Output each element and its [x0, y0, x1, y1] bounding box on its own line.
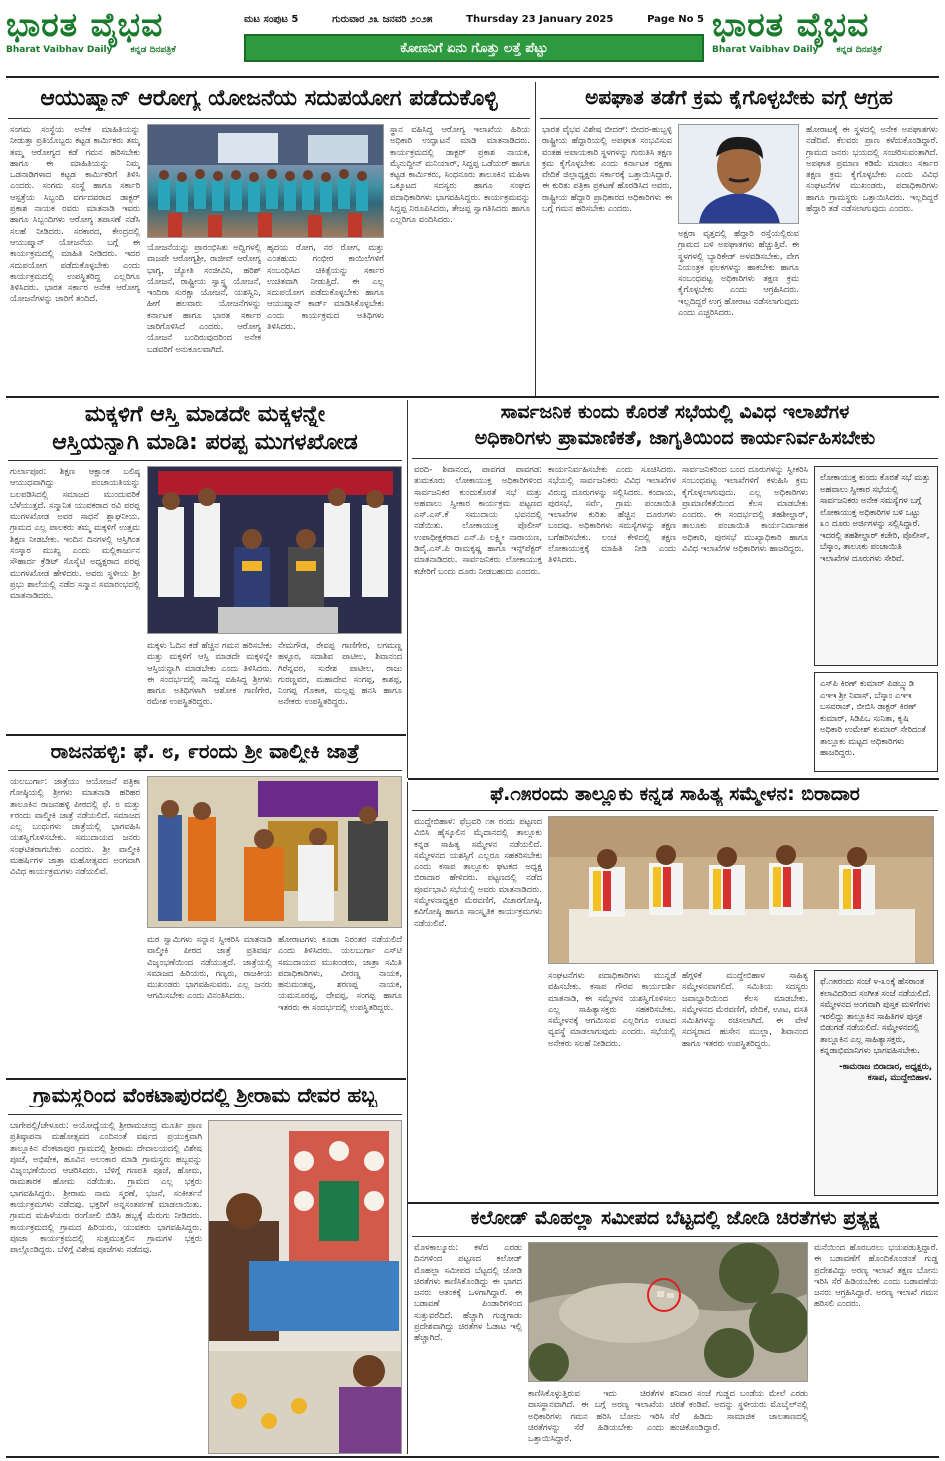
tagline: ಕೋಣನಿಗೆ ಏನು ಗೊತ್ತು ಲತ್ತೆ ಪೆಟ್ಟು — [400, 40, 548, 56]
page-number: Page No 5 — [647, 13, 704, 25]
article-column: ಹೃದಯ ರೋಗ, ನರ ರೋಗ, ಮತ್ತು ಎಂತಹುದು ಗಂಭೀರ ಕಾಯಿಲೆಗಳಿಗೆ ಸಂಬಂಧಿಸಿದ ಚಿಕಿತ್ಸೆಯನ್ನು ಸರ್ಕಾರ ಉಚಿತವಾಗಿ ನೀಡುತ್ತಿದೆ. ಈ ಎಲ್ಲ ಸದುಪಯೋಗ ಪಡೆದುಕೊಳ್ಳಬೇಕು ಹಾಗೂ ಆಯುಷ್ಮಾನ್ ಕಾರ್ಡ್ ಮಾಡಿಸಿಕೊಳ್ಳಬೇಕು ಎಂದು ಕಾರ್ಯಕ್ರಮದ ಅತಿಥಿಗಳು ತಿಳಿಸಿದರು. — [267, 242, 384, 332]
article-headline: ಅಧಿಕಾರಿಗಳು ಪ್ರಾಮಾಣಿಕತೆ, ಜಾಗೃತಿಯಿಂದ ಕಾರ್ಯನಿರ್ವಹಿಸಬೇಕು — [474, 428, 876, 449]
info-box — [814, 672, 938, 772]
masthead-left — [6, 6, 238, 70]
article-photo — [208, 1120, 402, 1454]
masthead-subtitle-kn: ಕನ್ನಡ ದಿನಪತ್ರಿಕೆ — [836, 45, 882, 55]
article-photo — [528, 1242, 808, 1382]
article-headline: ಕಲೋಡ್ ಮೊಹಲ್ಲಾ ಸಮೀಪದ ಬೆಟ್ಟದಲ್ಲಿ ಜೋಡಿ ಚಿರತೆಗಳು ಪ್ರತ್ಯಕ್ಷ — [470, 1208, 880, 1229]
info-box-text: ಎಸ್‌ಪಿ ಕಿರಣ್ ಕುಮಾರ್ ಪಿಡಬ್ಲ್ಯುಡಿ ಎಇಇ ಶ್ರೀ ನಿವಾಸ್, ಬೆಸ್ಕಾಂ ಎಇಇ ಬಸವರಾಜ್, ಬೀಬಿಸಿ ಡಾಕ್ಟರ್ ಕಿರಣ್ ಕುಮಾರ್, ಸಿಡಿಪಿಒ ಸುನಿತಾ, ಕೃಷಿ ಅಧಿಕಾರಿ ಉಮೇಶ್ ಕುಮಾರ್ ಸೇರಿದಂತೆ ತಾಲ್ಲೂಕು ಮಟ್ಟದ ಅಧಿಕಾರಿಗಳು ಹಾಜರಿದ್ದರು. — [820, 678, 926, 757]
article-column: ಸ್ಥಾನ ವಹಿಸಿದ್ದ ಆರೋಗ್ಯ ಇಲಾಖೆಯ ಹಿರಿಯ ಅಧಿಕಾರಿ ಉದ್ಘಾಟನೆ ಮಾಡಿ ಮಾತನಾಡಿದರು. ಕಾರ್ಯಕ್ರಮದಲ್ಲಿ ಡಾಕ್ಟರ್ ಪ್ರಕಾಶ ನಾಯಕ, ಮೈನುದ್ದೀನ್ ಮನಿಯಾರ್, ಸಿದ್ದಪ್ಪ ಒಡೆಯರ್ ಹಾಗೂ ಕಟ್ಟಡ ಕಾರ್ಮಿಕರು, ಸಿಂಧನೂರು ತಾಲೂಕಿನ ಮಹಿಳಾ ಒಕ್ಕೂಟದ ಸದಸ್ಯರು ಹಾಗೂ ಸಂಘದ ಪದಾಧಿಕಾರಿಗಳು ಭಾಗವಹಿಸಿದ್ದರು. ಕಾರ್ಯಕ್ರಮವನ್ನು ಸಿದ್ದಪ್ಪ ನಿರೂಪಿಸಿದರು, ತೇಜಪ್ಪ ಸ್ವಾಗತಿಸಿದರು ಹಾಗೂ ಎಲ್ಲರಿಗೂ ವಂದಿಸಿದರು. — [390, 124, 530, 225]
article-column: ಯಲಬುರ್ಗಾ: ಜಾತ್ರೆಯು ಆಯೋಜನೆ ಪತ್ರಿಕಾ ಗೋಷ್ಠಿಯಲ್ಲಿ ಶ್ರೀಗಳು ಮಾತನಾಡಿ ಹರಿಹರ ತಾಲೂಕಿನ ರಾಜನಹಳ್ಳಿ ಪೀಠದಲ್ಲಿ ಫೆ. ೮ ಮತ್ತು ೯ರಂದು ವಾಲ್ಮೀಕಿ ಜಾತ್ರೆ ನಡೆಯಲಿದೆ. ಸಮಾಜದ ಎಲ್ಲ ಬಂಧುಗಳು ಜಾತ್ರೆಯಲ್ಲಿ ಭಾಗವಹಿಸಿ ಯಶಸ್ವಿಗೊಳಿಸಬೇಕು. ಸಮುದಾಯದ ಜನರು ಸಂಘಟಿತರಾಗಬೇಕು ಎಂದರು. ಶ್ರೀ ವಾಲ್ಮೀಕಿ ಮಹರ್ಷಿಗಳ ಜಾತ್ರಾ ಮಹೋತ್ಸವದ ಅಂಗವಾಗಿ ವಿವಿಧ ಕಾರ್ಯಕ್ರಮಗಳು ನಡೆಯಲಿವೆ. — [10, 776, 140, 877]
article-headline: ಗ್ರಾಮಸ್ಥರಿಂದ ವೆಂಕಟಾಪುರದಲ್ಲಿ ಶ್ರೀರಾಮ ದೇವರ ಹಬ್ಬ — [32, 1084, 377, 1107]
issue-number: ಮಟ ಸಂಪುಟ 5 — [244, 13, 299, 25]
article-column: ಕಾರ್ಯನಿರ್ವಹಿಸಬೇಕು ಎಂದು ಸೂಚಿಸಿದರು. ಸಭೆಯಲ್ಲಿ ಸಾರ್ವಜನಿಕರು ವಿವಿಧ ಇಲಾಖೆಗಳ ವಿರುದ್ಧ ದೂರುಗಳನ್ನು ಸಲ್ಲಿಸಿದರು. ಕಂದಾಯ, ಪುರಸಭೆ, ಸರ್ವೆ, ಗ್ರಾಮ ಪಂಚಾಯಿತಿ ಇಲಾಖೆಗಳ ಕುರಿತು ಹೆಚ್ಚಿನ ದೂರುಗಳು ಬಂದವು. ಅಧಿಕಾರಿಗಳು ಸಮಸ್ಯೆಗಳನ್ನು ತಕ್ಷಣ ಬಗೆಹರಿಸಬೇಕು. ಲಂಚ ಕೇಳಿದಲ್ಲಿ ತಕ್ಷಣ ಲೋಕಾಯುಕ್ತಕ್ಕೆ ಮಾಹಿತಿ ನೀಡಿ ಎಂದು ತಿಳಿಸಿದರು. — [548, 464, 676, 565]
article-headline: ಸಾರ್ವಜನಿಕ ಕುಂದು ಕೊರತೆ ಸಭೆಯಲ್ಲಿ ವಿವಿಧ ಇಲಾಖೆಗಳ — [500, 402, 850, 423]
article-column: ಸಂಗಮ ಸಂಸ್ಥೆಯ ಅನೇಕ ಮಾಹಿತಿಯನ್ನು ನೀಡುತ್ತಾ ಪ್ರತಿಯೊಬ್ಬರು ಕಟ್ಟಡ ಕಾರ್ಮಿಕರು ತಮ್ಮ ತಮ್ಮ ಆರೋಗ್ಯದ ಕಡೆ ಗಮನ ಹರಿಸಬೇಕು ಹಾಗೂ ಈ ಮಾಹಿತಿಯನ್ನು ನಿಮ್ಮ ಒಡನಾಡಿಗಳಾದ ಕಟ್ಟಡ ಕಾರ್ಮಿಕರಿಗೆ ತಿಳಿಸಿ ಎಂದರು. ಸಂಗಮ ಸಂಸ್ಥೆ ಹಾಗೂ ಸರ್ಕಾರಿ ಆಸ್ಪತ್ರೆಯ ಸಿಬ್ಬಂದಿ ವರ್ಗದವರಾದ ಡಾಕ್ಟರ್ ಪ್ರಕಾಶ ನಾಯಕ ರವರು ಮಾತನಾಡಿ ಇವರು ಹಾಗೂ ಸಿಬ್ಬಂದಿಗಳು ಆರೋಗ್ಯ ತಪಾಸಣೆ ನಡೆಸಿ ಸಲಹೆ ನೀಡಿದರು. ಸರಕಾರದ, ಕೇಂದ್ರದಲ್ಲಿ ಆಯುಷ್ಮಾನ್ ಯೋಜನೆಯ ಬಗ್ಗೆ ಈ ಕಾರ್ಯಕ್ರಮದಲ್ಲಿ ಮಾಹಿತಿ ನೀಡಿದರು. ಇದರ ಸದುಪಯೋಗ ಪಡೆದುಕೊಳ್ಳಬೇಕು ಎಂದು ಕಾರ್ಯಕ್ರಮದಲ್ಲಿ ಉಪಸ್ಥಿತರಿದ್ದ ಎಲ್ಲರಿಗೂ ತಿಳಿಸಿದರು. ಭಾರತ ಸರ್ಕಾರ ಅನೇಕ ಆರೋಗ್ಯ ಯೋಜನೆಗಳನ್ನು ಜಾರಿಗೆ ತಂದಿದೆ. — [10, 124, 140, 304]
masthead-subtitle-en: Bharat Vaibhav Daily — [712, 45, 819, 55]
portrait-image — [679, 125, 799, 224]
article-column: ಮಕ್ಕಳು ಓದಿನ ಕಡೆ ಹೆಚ್ಚಿನ ಗಮನ ಹರಿಸಬೇಕು ಮತ್ತು ಮಕ್ಕಳಿಗೆ ಆಸ್ತಿ ಮಾಡದೇ ಮಕ್ಕಳನ್ನೇ ಆಸ್ತಿಯನ್ನಾಗಿ ಮಾಡಬೇಕು ಎಂದು ತಿಳಿಸಿದರು. ಈ ಸಂದರ್ಭದಲ್ಲಿ ಸಾನಿಧ್ಯ ವಹಿಸಿದ್ದ ಶ್ರೀಗಳು ಹಾಗೂ ಅತಿಥಿಗಳಾಗಿ ಆಶೋಕ ಗಾಣಿಗೇರ, ರಮೇಶ ಉಪಸ್ಥಿತರಿದ್ದರು. — [147, 640, 272, 707]
article-column: ನೇಮಗೌಡ, ರೇವಪ್ಪ ಗಾಣಿಗೇರ, ಲಗಮಣ್ಣ ಹಳ್ಳೂರ, ಸದಾಶಿವ ಪಾಟೀಲ, ಶಿವಾನಂದ ಗಿರೆನ್ನವರ, ಸುರೇಶ ಪಾಟೀಲ, ರಾಜು ಗುರಣ್ಣವರ, ಮಹಾದೇವ ಸಂಗಪ್ಪ, ಕಾಶಪ್ಪ, ನಿಂಗಪ್ಪ ಗೊಕಾಕ, ಮಲ್ಲಪ್ಪ ಹನಸಿ ಹಾಗೂ ಅನೇಕರು ಉಪಸ್ಥಿತರಿದ್ದರು. — [278, 640, 402, 707]
article-column: ಮನೆಯಿಂದ ಹೊರಬರಲು ಭಯಪಡುತ್ತಿದ್ದಾರೆ. ಈ ಬಡಾವಣೆಗೆ ಹೊಂದಿಕೊಂಡಂತೆ ಗುಡ್ಡ ಪ್ರದೇಶವಿದ್ದು ಅರಣ್ಯ ಇಲಾಖೆ ತಕ್ಷಣ ಬೋನು ಇರಿಸಿ ಸೆರೆ ಹಿಡಿಯಬೇಕು ಎಂದು ಬಡಾವಣೆಯ ಜನರು ಆಗ್ರಹಿಸಿದ್ದಾರೆ. ಅರಣ್ಯ ಇಲಾಖೆ ಗಮನ ಹರಿಸಲಿ ಎಂದರು. — [814, 1242, 938, 1309]
article-column: ಮುದ್ದೇಬಿಹಾಳ: ಫೆಬ್ರವರಿ ೧೫ ರಂದು ಪಟ್ಟಣದ ವಿಬಿಸಿ ಹೈಸ್ಕೂಲಿನ ಮೈದಾನದಲ್ಲಿ ತಾಲ್ಲೂಕು ಕನ್ನಡ ಸಾಹಿತ್ಯ ಸಮ್ಮೇಳನ ನಡೆಯಲಿದೆ. ಸಮ್ಮೇಳನದ ಯಶಸ್ಸಿಗೆ ಎಲ್ಲರೂ ಸಹಕರಿಸಬೇಕು ಎಂದು ಕಸಾಪ ತಾಲ್ಲೂಕು ಘಟಕದ ಅಧ್ಯಕ್ಷ ಬಿರಾದಾರ ಹೇಳಿದರು. ಪಟ್ಟಣದಲ್ಲಿ ನಡೆದ ಪೂರ್ವಭಾವಿ ಸಭೆಯಲ್ಲಿ ಅವರು ಮಾತನಾಡಿದರು. ಸಮ್ಮೇಳನಾಧ್ಯಕ್ಷರ ಮೆರವಣಿಗೆ, ವಿಚಾರಗೋಷ್ಠಿ, ಕವಿಗೋಷ್ಠಿ ಹಾಗೂ ಸಾಂಸ್ಕೃತಿಕ ಕಾರ್ಯಕ್ರಮಗಳು ನಡೆಯಲಿವೆ. — [414, 816, 542, 928]
article-photo — [548, 816, 934, 964]
group-photo-image — [148, 125, 384, 238]
masthead-title: ಭಾರತ ವೈಭವ — [6, 5, 164, 44]
info-box-signature: -ಕಾಮರಾಜ ಬಿರಾದಾರ, ಅಧ್ಯಕ್ಷರು, ಕಸಾಪ, ಮುದ್ದೇಬಿಹಾಳ. — [839, 1060, 932, 1082]
felicitation-photo-image — [148, 467, 402, 634]
article-headline: ರಾಜನಹಳ್ಳಿ: ಫೆ. ೮, ೯ರಂದು ಶ್ರೀ ವಾಲ್ಮೀಕಿ ಜಾತ್ರೆ — [50, 740, 360, 763]
masthead-right — [712, 6, 944, 70]
article-headline: ಆಯುಷ್ಮಾನ್ ಆರೋಗ್ಯ ಯೋಜನೆಯ ಸದುಪಯೋಗ ಪಡೆದುಕೊಳ್ಳಿ — [40, 86, 498, 111]
article-column: ಹೋರಾಟಗಳು ಕೂಡಾ ನಿರಂತರ ನಡೆಯಲಿದೆ ಎಂದು ತಿಳಿಸಿದರು. ಯಲಬುರ್ಗಾ ಎಸ್‌ಟಿ ಸಮುದಾಯದ ಮುಖಂಡರು, ಜಾತ್ರಾ ಸಮಿತಿ ಪದಾಧಿಕಾರಿಗಳು, ವೀರಣ್ಣ ನಾಯಕ, ಹನುಮಂತಪ್ಪ, ಶರಣಪ್ಪ ನಾಯಕ, ಯಮನೂರಪ್ಪ, ದೇವಪ್ಪ, ಸಂಗಪ್ಪ ಹಾಗೂ ಇತರರು ಈ ಸಂದರ್ಭದಲ್ಲಿ ಉಪಸ್ಥಿತರಿದ್ದರು. — [278, 934, 402, 1012]
info-box-text: ಫೆ.೧೫ರಂದು ಸಂಜೆ ೪-೩೦ಕ್ಕೆ ಹೆಸರಾಂತ ಕಲಾವಿದರಿಂದ ಸಂಗೀತ ಸಂಜೆ ನಡೆಯಲಿದೆ. ಸಮ್ಮೇಳನದ ಅಂಗವಾಗಿ ಪುಸ್ತಕ ಮಳಿಗೆಗಳು ಇರಲಿದ್ದು ತಾಲ್ಲೂಕಿನ ಸಾಹಿತಿಗಳ ಪುಸ್ತಕ ಬಿಡುಗಡೆ ನಡೆಯಲಿದೆ. ಸಮ್ಮೇಳನದಲ್ಲಿ ತಾಲ್ಲೂಕಿನ ಎಲ್ಲ ಸಾಹಿತ್ಯಾಸಕ್ತರು, ಕನ್ನಡಾಭಿಮಾನಿಗಳು ಭಾಗವಹಿಸಬೇಕು. — [820, 976, 931, 1055]
masthead-subtitle-en: Bharat Vaibhav Daily — [6, 45, 113, 55]
article-column: ಗುರ್ಲಾಪೂರ: ಶಿಕ್ಷಣ ಆಕ್ಷಾಂಕ ಬಲಿಷ್ಠ ಆಯುಧವಾಗಿದ್ದು ಪಂಚಾಯತಿಯನ್ನು ಬಲಪಡಿಸಿದಲ್ಲಿ ಸಮಾಜದ ಮುಂದುವರಿಕೆ ಬೆಳೆಯುತ್ತದೆ. ಸನ್ಮಾನಿತ ಯುವಕರಾದ ರವಿ ಪರಪ್ಪ ಮುಗಳಖೋಡ ಅವರ ಸಾಧನೆ ಶ್ಲಾಘನೀಯ. ಗ್ರಾಮದ ಎಲ್ಲ ಪಾಲಕರು ತಮ್ಮ ಮಕ್ಕಳಿಗೆ ಉತ್ತಮ ಶಿಕ್ಷಣ ನೀಡಬೇಕು. ಇಂದಿನ ದಿನಗಳಲ್ಲಿ ಆಸ್ತಿಗಿಂತ ಸಂಸ್ಕಾರ ಮುಖ್ಯ ಎಂದು ಮಲ್ಲಿಕಾರ್ಜುನ ಸೌಹಾರ್ದ ಕ್ರೆಡಿಟ್ ಸೊಸೈಟಿ ಅಧ್ಯಕ್ಷರಾದ ಪರಪ್ಪ ಮುಗಳಖೋಡ ಹೇಳಿದರು. ಅವರು ಸ್ಥಳೀಯ ಶ್ರೀ ಪ್ರಭು ಶಾಲೆಯಲ್ಲಿ ನಡೆದ ಸನ್ಮಾನ ಸಮಾರಂಭದಲ್ಲಿ ಮಾತನಾಡಿದರು. — [10, 466, 140, 601]
article-column: ಕಾಣಿಸಿಕೊಳ್ಳುತ್ತಿರುವ ಇದು ಚಿರತೆಗಳ ವಾಸಸ್ಥಾನವಾಗಿದೆ. ಈ ಬಗ್ಗೆ ಅರಣ್ಯ ಇಲಾಖೆಯ ಅಧಿಕಾರಿಗಳು ಗಮನ ಹರಿಸಿ ಬೋನು ಇರಿಸಿ ಚಿರತೆಗಳನ್ನು ಸೆರೆ ಹಿಡಿಯಬೇಕು ಎಂದು ಒತ್ತಾಯಿಸಿದ್ದಾರೆ. — [528, 1388, 664, 1444]
masthead-subtitle-kn: ಕನ್ನಡ ದಿನಪತ್ರಿಕೆ — [130, 45, 176, 55]
article-headline: ಮಕ್ಕಳಿಗೆ ಆಸ್ತಿ ಮಾಡದೇ ಮಕ್ಕಳನ್ನೇ — [84, 402, 326, 427]
article-photo — [147, 776, 402, 928]
article-column: ಮಠ ಸ್ವಾಮಿಗಳು ಸನ್ನಾನ ಸ್ವೀಕರಿಸಿ ಮಾತನಾಡಿ ವಾಲ್ಮೀಕಿ ಪೀಠದ ಜಾತ್ರೆ ಪ್ರತಿವರ್ಷ ವಿಜೃಂಭಣೆಯಿಂದ ನಡೆಯುತ್ತದೆ. ಜಾತ್ರೆಯಲ್ಲಿ ಸಮಾಜದ ಹಿರಿಯರು, ಗಣ್ಯರು, ರಾಜಕೀಯ ಮುಖಂಡರು ಭಾಗವಹಿಸುವರು. ಎಲ್ಲ ಜನರು ಆಗಮಿಸಬೇಕು ಎಂದು ವಿನಂತಿಸಿದರು. — [147, 934, 272, 1001]
article-column: ಯೋಜನೆಯನ್ನು ಪ್ರಾರಂಭಿಸಿತು ಅದ್ವಿಗಳಲ್ಲಿ ವಾಜಪೇ ಆರೋಗ್ಯಶ್ರೀ, ರಾಜೀವ್ ಆರೋಗ್ಯ ಭಾಗ್ಯ, ಜ್ಯೋತಿ ಸಂಜೀವಿನಿ, ಹರಿಶ್ ಯೋಜನೆ, ರಾಷ್ಟ್ರೀಯ ಸ್ವಾಸ್ಥ್ಯ ಯೋಜನೆ, ಇಂದಿರಾ ಸುರಕ್ಷಾ ಯೋಜನೆ, ಯಶಸ್ವಿನಿ, ಹೀಗೆ ಹಲವಾರು ಯೋಜನೆಗಳನ್ನು ಕರ್ನಾಟಕ ಹಾಗೂ ಭಾರತ ಸರ್ಕಾರ ಜಾರಿಗೊಳಿಸಿದೆ ಎಂದರು. ಆರೋಗ್ಯ ಯೋಜನೆ ಬಂದಿರುವುದರಿಂದ ಅನೇಕ ಬಡವರಿಗೆ ಅನುಕೂಲವಾಗಿದೆ. — [147, 242, 261, 354]
english-date: Thursday 23 January 2025 — [466, 13, 614, 25]
article-column: ಶನಿವಾರ ಸಂಜೆ ಗುಡ್ಡದ ಬಂಡೆಯ ಮೇಲೆ ಎರಡು ಚಿರತೆ ಕಂಡಿವೆ. ಅದನ್ನು ಸ್ಥಳೀಯರು ಮೊಬೈಲ್‌ನಲ್ಲಿ ಸೆರೆ ಹಿಡಿದು ಸಾಮಾಜಿಕ ಜಾಲತಾಣದಲ್ಲಿ ಹಂಚಿಕೊಂಡಿದ್ದಾರೆ. — [670, 1388, 808, 1432]
leopards-on-hill-image — [529, 1243, 808, 1382]
info-box-text: ಲೋಕಾಯುಕ್ತ ಕುಂದು ಕೊರತೆ ಸಭೆ ಮತ್ತು ಅಹವಾಲು ಸ್ವೀಕಾರ ಸಭೆಯಲ್ಲಿ ಸಾರ್ವಜನಿಕರು ಅನೇಕ ಸಮಸ್ಯೆಗಳ ಬಗ್ಗೆ ಲೋಕಾಯುಕ್ತ ಅಧಿಕಾರಿಗಳ ಬಳಿ ಒಟ್ಟು ೩೦ ದೂರು ಅರ್ಜಿಗಳನ್ನು ಸಲ್ಲಿಸಿದ್ದಾರೆ. ಇದರಲ್ಲಿ ತಹಶೀಲ್ದಾರ್ ಕಚೇರಿ, ಪೊಲೀಸ್, ಬೆಸ್ಕಾಂ, ತಾಲೂಕು ಪಂಚಾಯಿತಿ ಇಲಾಖೆಗಳ ದೂರುಗಳು ಸೇರಿವೆ. — [820, 472, 931, 563]
article-headline: ಫೆ.೧೫ರಂದು ತಾಲ್ಲೂಕು ಕನ್ನಡ ಸಾಹಿತ್ಯ ಸಮ್ಮೇಳನ: ಬಿರಾದಾರ — [490, 784, 860, 805]
article-headline: ಅಪಘಾತ ತಡೆಗೆ ಕ್ರಮ ಕೈಗೊಳ್ಳಬೇಕು ವಗ್ಗೆ ಆಗ್ರಹ — [585, 86, 893, 109]
article-column: ಮೊಳಕಾಲ್ಮೂರು: ಕಳೆದ ಎರಡು ದಿನಗಳಿಂದ ಪಟ್ಟಣದ ಕಲೋಡ್ ಮೊಹಲ್ಲಾ ಸಮೀಪದ ಬೆಟ್ಟದಲ್ಲಿ ಜೋಡಿ ಚಿರತೆಗಳು ಕಾಣಿಸಿಕೊಂಡಿದ್ದು ಈ ಭಾಗದ ಜನರು ಆತಂಕಕ್ಕೆ ಒಳಗಾಗಿದ್ದಾರೆ. ಈ ಬಡಾವಣೆ ಪಿಂಡಾರಿಗಳಿಂದ ಸುತ್ತುವರೆದಿದೆ. ಹೆಚ್ಚಾಗಿ ಗುಡ್ಡಗಾಡು ಪ್ರದೇಶವಾಗಿದ್ದು ಚಿರತೆಗಳ ಓಡಾಟ ಇಲ್ಲಿ ಹೆಚ್ಚಾಗಿದೆ. — [414, 1242, 522, 1343]
article-column: ಬಾಗೇಪಲ್ಲಿ/ಚೇಳೂರು: ಅಯೋಧ್ಯೆಯಲ್ಲಿ ಶ್ರೀರಾಮಚಂದ್ರ ಮೂರ್ತಿ ಪ್ರಾಣ ಪ್ರತಿಷ್ಠಾಪನಾ ಮಹೋತ್ಸವದ ಎಂದಿನಂತೆ ವರ್ಷದ ಪ್ರಯುಕ್ತವಾಗಿ ತಾಲ್ಲೂಕಿನ ವೆಂಕಟಾಪುರ ಗ್ರಾಮದಲ್ಲಿ ಶ್ರೀರಾಮ ದೇವಾಲಯದಲ್ಲಿ ವಿಶೇಷ ಪೂಜೆ, ಅಭಿಷೇಕ, ಹೂವಿನ ಅಲಂಕಾರ ಮಾಡಿ ಗ್ರಾಮಸ್ಥರು ಹಬ್ಬವನ್ನು ವಿಜೃಂಭಣೆಯಿಂದ ಆಚರಿಸಿದರು. ಬೆಳಿಗ್ಗೆ ಗಣಪತಿ ಪೂಜೆ, ಹೋಮ, ರಾಮತಾರಕ ಹೋಮ ನಡೆಯಿತು. ಗ್ರಾಮದ ಎಲ್ಲ ಭಕ್ತರು ಭಾಗವಹಿಸಿದ್ದರು. ಶ್ರೀರಾಮ ನಾಮ ಸ್ಮರಣೆ, ಭಜನೆ, ಸಂಕೀರ್ತನೆ ಕಾರ್ಯಕ್ರಮಗಳು ನಡೆದವು. ಭಕ್ತರಿಗೆ ಅನ್ನಸಂತರ್ಪಣೆ ಮಾಡಲಾಯಿತು. ಗ್ರಾಮದ ಮಹಿಳೆಯರು ರಂಗೋಲಿ ಬಿಡಿಸಿ ಹಬ್ಬಕ್ಕೆ ಮೆರುಗು ನೀಡಿದರು. ಕಾರ್ಯಕ್ರಮದಲ್ಲಿ ಗ್ರಾಮದ ಹಿರಿಯರು, ಯುವಕರು ಭಾಗವಹಿಸಿದ್ದರು. ಪೂಜಾ ಕಾರ್ಯಕ್ರಮದಲ್ಲಿ ಸುತ್ತಮುತ್ತಲಿನ ಗ್ರಾಮಗಳ ಭಕ್ತರು ಪಾಲ್ಗೊಂಡಿದ್ದರು. ಬೆಳಿಗ್ಗೆ ವಿಶೇಷ ಪೂಜೆಗಳು ನಡೆದವು. — [10, 1120, 202, 1255]
masthead-title: ಭಾರತ ವೈಭವ — [712, 5, 870, 44]
issue-info-bar — [244, 8, 704, 30]
tagline-banner — [244, 34, 704, 62]
info-box — [814, 970, 938, 1196]
info-box — [814, 466, 938, 666]
article-column: ಅಕ್ಷರಾ ವೃತ್ತದಲ್ಲಿ ಹೆದ್ದಾರಿ ರಸ್ತೆಯಲ್ಲಿರುವ ಗ್ರಾಮದ ಬಳಿ ಅಪಘಾತಗಳು ಹೆಚ್ಚುತ್ತಿವೆ. ಈ ಸ್ಥಳಗಳಲ್ಲಿ ಬ್ಯಾರಿಕೇಡ್ ಅಳವಡಿಸಬೇಕು, ವೇಗ ನಿಯಂತ್ರಕ ಫಲಕಗಳನ್ನು ಹಾಕಬೇಕು ಹಾಗೂ ಸಂಬಂಧಪಟ್ಟ ಅಧಿಕಾರಿಗಳು ತಕ್ಷಣ ಕ್ರಮ ಕೈಗೊಳ್ಳಬೇಕು ಎಂದು ಆಗ್ರಹಿಸಿದರು. ಇಲ್ಲದಿದ್ದರೆ ಉಗ್ರ ಹೋರಾಟ ನಡೆಸಲಾಗುವುದು ಎಂದು ಎಚ್ಚರಿಸಿದರು. — [678, 228, 799, 318]
article-photo — [147, 124, 384, 238]
rama-festival-image — [209, 1121, 402, 1454]
article-photo — [147, 466, 402, 634]
article-column: ವರದಿ- ಶಿವಾನಂದ, ಪಾವಗಡ ಪಾವಗಡ: ತುಮಕೂರು ಲೋಕಾಯುಕ್ತ ಅಧಿಕಾರಿಗಳಿಂದ ಸಾರ್ವಜನಿಕರ ಕುಂದುಕೊರತೆ ಸಭೆ ಮತ್ತು ಅಹವಾಲು ಸ್ವೀಕಾರ ಕಾರ್ಯಕ್ರಮ ಪಟ್ಟಣದ ಎಸ್.ಎಸ್.ಕೆ ಸಮುದಾಯ ಭವನದಲ್ಲಿ ನಡೆಯಿತು. ಲೋಕಾಯುಕ್ತ ಪೊಲೀಸ್ ಉಪಾಧೀಕ್ಷಕರಾದ ಎನ್.ಪಿ ಲಕ್ಷ್ಮೀ ನಾರಾಯಣ, ಡಿವೈ.ಎಸ್.ಪಿ ರಾಮಕೃಷ್ಣ ಹಾಗೂ ಇನ್ಸ್‌ಪೆಕ್ಟರ್ ಮಾತನಾಡಿದರು. ಸಾರ್ವಜನಿಕರು ಲೋಕಾಯುಕ್ತ ಕಚೇರಿಗೆ ಬಂದು ದೂರು ನೀಡಬಹುದು ಎಂದರು. — [414, 464, 542, 576]
article-column: ಭಾರತ ವೈಭವ ವಿಶೇಷ ಬೀದರ್: ಬೀದರ-ಹುಬ್ಬಳ್ಳಿ ರಾಷ್ಟ್ರೀಯ ಹೆದ್ದಾರಿಯಲ್ಲಿ ಅಪಘಾತ ಸಂಭವಿಸುವ ವಂತಹ ಅಪಾಯಕಾರಿ ಸ್ಥಳಗಳನ್ನು ಗುರುತಿಸಿ ತಕ್ಷಣ ಕ್ರಮ ಕೈಗೊಳ್ಳಬೇಕು ಎಂದು ಕರ್ನಾಟಕ ರಕ್ಷಣಾ ವೇದಿಕೆ ಜಿಲ್ಲಾಧ್ಯಕ್ಷರು ಸರ್ಕಾರಕ್ಕೆ ಒತ್ತಾಯಿಸಿದ್ದಾರೆ. ಈ ಕುರಿತು ಪತ್ರಿಕಾ ಪ್ರಕಟಣೆ ಹೊರಡಿಸಿದ ಅವರು, ರಾಷ್ಟ್ರೀಯ ಹೆದ್ದಾರಿ ಪ್ರಾಧಿಕಾರದ ಅಧಿಕಾರಿಗಳು ಈ ಬಗ್ಗೆ ಗಮನ ಹರಿಸಬೇಕು ಎಂದರು. — [542, 124, 672, 214]
portrait-photo — [678, 124, 799, 224]
header-rule — [6, 76, 939, 78]
sahitya-meeting-image — [549, 817, 934, 964]
article-headline: ಆಸ್ತಿಯನ್ನಾಗಿ ಮಾಡಿ: ಪರಪ್ಪ ಮುಗಳಖೋಡ — [52, 430, 358, 455]
jatre-meeting-image — [148, 777, 402, 928]
article-column: ಹೆಗ್ಗಳಿಕೆ ಮುದ್ದೇಬಿಹಾಳ ಸಾಹಿತ್ಯ ಸಮ್ಮೇಳನವಾಗಲಿದೆ. ಸಮಿತಿಯ ಸದಸ್ಯರು ಜವಾಬ್ದಾರಿಯಿಂದ ಕೆಲಸ ಮಾಡಬೇಕು. ಸಮ್ಮೇಳನದ ಮೆರವಣಿಗೆ, ವೇದಿಕೆ, ಊಟ, ವಸತಿ ಸಮಿತಿಗಳನ್ನು ರಚಿಸಲಾಗಿದೆ. ಈ ವೇಳೆ ಸದಸ್ಯರಾದ ಹುಸೇನ ಮುಲ್ಲಾ, ಶಿವಾನಂದ ಹಾಗೂ ಇತರರು ಉಪಸ್ಥಿತರಿದ್ದರು. — [682, 970, 808, 1048]
article-column: ಹೋರಾಟಕ್ಕೆ ಈ ಸ್ಥಳದಲ್ಲಿ ಅನೇಕ ಅಪಘಾತಗಳು ನಡೆದಿವೆ. ಕೆಲವರು ಪ್ರಾಣ ಕಳೆದುಕೊಂಡಿದ್ದಾರೆ. ಗ್ರಾಮದ ಜನರು ಭಯದಲ್ಲಿ ಸಂಚರಿಸುವಂತಾಗಿದೆ. ಅಪಘಾತ ಪ್ರಮಾಣ ಕಡಿಮೆ ಮಾಡಲು ಸರ್ಕಾರ ತಕ್ಷಣ ಕ್ರಮ ಕೈಗೊಳ್ಳಬೇಕು ಎಂದು ವಿವಿಧ ಸಂಘಟನೆಗಳ ಮುಖಂಡರು, ಪದಾಧಿಕಾರಿಗಳು ಹಾಗೂ ಗ್ರಾಮಸ್ಥರು ಒತ್ತಾಯಿಸಿದರು. ಇಲ್ಲದಿದ್ದರೆ ಹೆದ್ದಾರಿ ತಡೆ ನಡೆಸಲಾಗುವುದು ಎಂದರು. — [806, 124, 938, 214]
kannada-date: ಗುರುವಾರ ೨೩ ಜನವರಿ ೨೦೨೫ — [332, 13, 433, 25]
article-column: ಸಾರ್ವಜನಿಕರಿಂದ ಬಂದ ದೂರುಗಳನ್ನು ಸ್ವೀಕರಿಸಿ ಸಂಬಂಧಪಟ್ಟ ಇಲಾಖೆಗಳಿಗೆ ಕಳುಹಿಸಿ ಕ್ರಮ ಕೈಗೊಳ್ಳಲಾಗುವುದು. ಎಲ್ಲ ಅಧಿಕಾರಿಗಳು ಪ್ರಾಮಾಣಿಕತೆಯಿಂದ ಕೆಲಸ ಮಾಡಬೇಕು ಎಂದರು. ಈ ಸಂದರ್ಭದಲ್ಲಿ ತಹಶೀಲ್ದಾರ್, ತಾಲೂಕು ಪಂಚಾಯಿತಿ ಕಾರ್ಯನಿರ್ವಾಹಕ ಅಧಿಕಾರಿ, ಪುರಸಭೆ ಮುಖ್ಯಾಧಿಕಾರಿ ಹಾಗೂ ವಿವಿಧ ಇಲಾಖೆಗಳ ಅಧಿಕಾರಿಗಳು ಹಾಜರಿದ್ದರು. — [682, 464, 808, 554]
article-column: ಸಂಘಟನೆಗಳು ಪದಾಧಿಕಾರಿಗಳು ಮುನ್ನಡೆ ವಹಿಸಬೇಕು. ಕಸಾಪ ಗೌರವ ಕಾರ್ಯದರ್ಶಿ ಮಾತನಾಡಿ, ಈ ಸಮ್ಮೇಳನ ಯಶಸ್ವಿಗೊಳಿಸಲು ಎಲ್ಲ ಸಾಹಿತ್ಯಾಸಕ್ತರು ಸಹಕರಿಸಬೇಕು. ಸಮ್ಮೇಳನಕ್ಕೆ ಆಗಮಿಸುವ ಎಲ್ಲರಿಗೂ ಊಟದ ವ್ಯವಸ್ಥೆ ಮಾಡಲಾಗುವುದು ಎಂದರು. ಸಭೆಯಲ್ಲಿ ಅನೇಕರು ಸಲಹೆ ನೀಡಿದರು. — [548, 970, 676, 1048]
